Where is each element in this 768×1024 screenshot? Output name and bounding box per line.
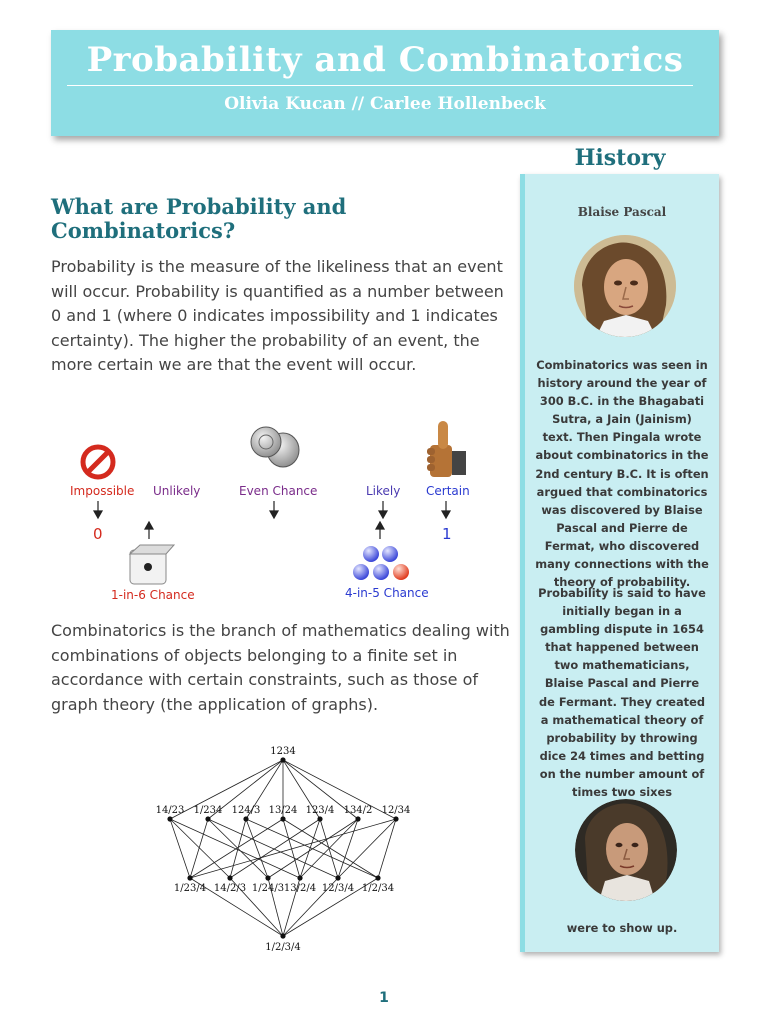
lattice-node-row1 (167, 816, 172, 821)
lattice-node-row1 (280, 816, 285, 821)
lattice-node-row2 (265, 875, 270, 880)
no-sign-icon (83, 447, 113, 477)
scale-label-certain: Certain (426, 484, 470, 498)
down-arrows (94, 501, 450, 518)
scale-end-zero: 0 (93, 525, 103, 543)
lattice-row2-label: 14/2/3 (213, 883, 247, 894)
lattice-row1-label: 13/24 (268, 805, 298, 816)
balls-icon (353, 546, 409, 580)
scale-label-impossible: Impossible (70, 484, 135, 498)
coins-icon (251, 427, 299, 467)
lattice-node-row1 (393, 816, 398, 821)
page-number: 1 (379, 990, 389, 1006)
lattice-top-label: 1234 (270, 746, 296, 757)
lattice-row1-label: 12/34 (381, 805, 411, 816)
lattice-row2-label: 13/2/4 (283, 883, 317, 894)
probability-scale-diagram (60, 415, 480, 610)
document-title: Probability and Combinatorics (86, 40, 684, 80)
lattice-node-row1 (355, 816, 360, 821)
lattice-row2-label: 1/24/3 (251, 883, 285, 894)
pascal-portrait (574, 235, 676, 337)
scale-end-one: 1 (442, 525, 452, 543)
lattice-row1-label: 134/2 (343, 805, 373, 816)
lattice-node-row1 (243, 816, 248, 821)
lattice-row1-label: 123/4 (305, 805, 335, 816)
lattice-node-row2 (297, 875, 302, 880)
lattice-node-row2 (375, 875, 380, 880)
probability-paragraph: Probability is the measure of the likeliness that an event will occur. Probability is quantified as a number between 0 and 1 (where 0 indicates impossibility and 1 indicates certainty). The higher the probability of an event, the more certain we are that the event will occur. (51, 257, 504, 374)
history-title: History (574, 145, 666, 171)
lattice-row2-label: 1/2/34 (361, 883, 395, 894)
history-sidebar (520, 174, 719, 952)
scale-label-unlikely: Unlikely (153, 484, 201, 498)
fermat-portrait (575, 799, 677, 901)
history-text-1: Combinatorics was seen in history around the year of 300 B.C. in the Bhagabati Sutra, a Jain (Jainism) text. Then Pingala wrote about combinatorics in the 2nd century B.C. It is often argued that combinatorics was discovered by Blaise Pascal and Pierre de Fermat, who discovered many connections with the theory of probability. (535, 358, 709, 590)
lattice-row2-label: 12/3/4 (321, 883, 355, 894)
lattice-row1-label: 1/234 (193, 805, 223, 816)
lattice-node-bottom (280, 933, 285, 938)
partition-lattice-diagram (150, 740, 420, 955)
section-heading: What are Probability and Combinatorics? (51, 194, 347, 243)
lattice-node-row2 (335, 875, 340, 880)
lattice-row1-label: 14/23 (155, 805, 185, 816)
scale-label-1in6: 1-in-6 Chance (111, 588, 195, 602)
lattice-node-row2 (227, 875, 232, 880)
scale-label-4in5: 4-in-5 Chance (345, 586, 429, 600)
history-text-2: Probability is said to have initially began in a gambling dispute in 1654 that happened between two mathematicians, Blaise Pascal and Pierre de Fermant. They created a mathematical theory of probability by throwing dice 24 times and betting on the number amount of times two sixes (538, 586, 706, 800)
history-text-3: were to show up. (566, 921, 678, 935)
scale-label-likely: Likely (366, 484, 401, 498)
lattice-node-row2 (187, 875, 192, 880)
lattice-node-row1 (317, 816, 322, 821)
authors: Olivia Kucan // Carlee Hollenbeck (224, 94, 546, 114)
lattice-row1-label: 124/3 (231, 805, 261, 816)
lattice-node-row1 (205, 816, 210, 821)
title-banner (51, 30, 719, 136)
pascal-caption: Blaise Pascal (577, 205, 667, 219)
lattice-node-top (280, 757, 285, 762)
die-icon (130, 545, 174, 584)
scale-label-even: Even Chance (239, 484, 318, 498)
lattice-row2-label: 1/23/4 (173, 883, 207, 894)
combinatorics-paragraph: Combinatorics is the branch of mathematics dealing with combinations of objects belonging to a finite set in accordance with certain constraints, such as those of graph theory (the application of graphs). (51, 621, 510, 714)
up-arrows (145, 522, 384, 539)
banner-divider (67, 85, 693, 86)
lattice-bottom-label: 1/2/3/4 (265, 942, 301, 953)
thumbs-up-icon (427, 421, 466, 477)
